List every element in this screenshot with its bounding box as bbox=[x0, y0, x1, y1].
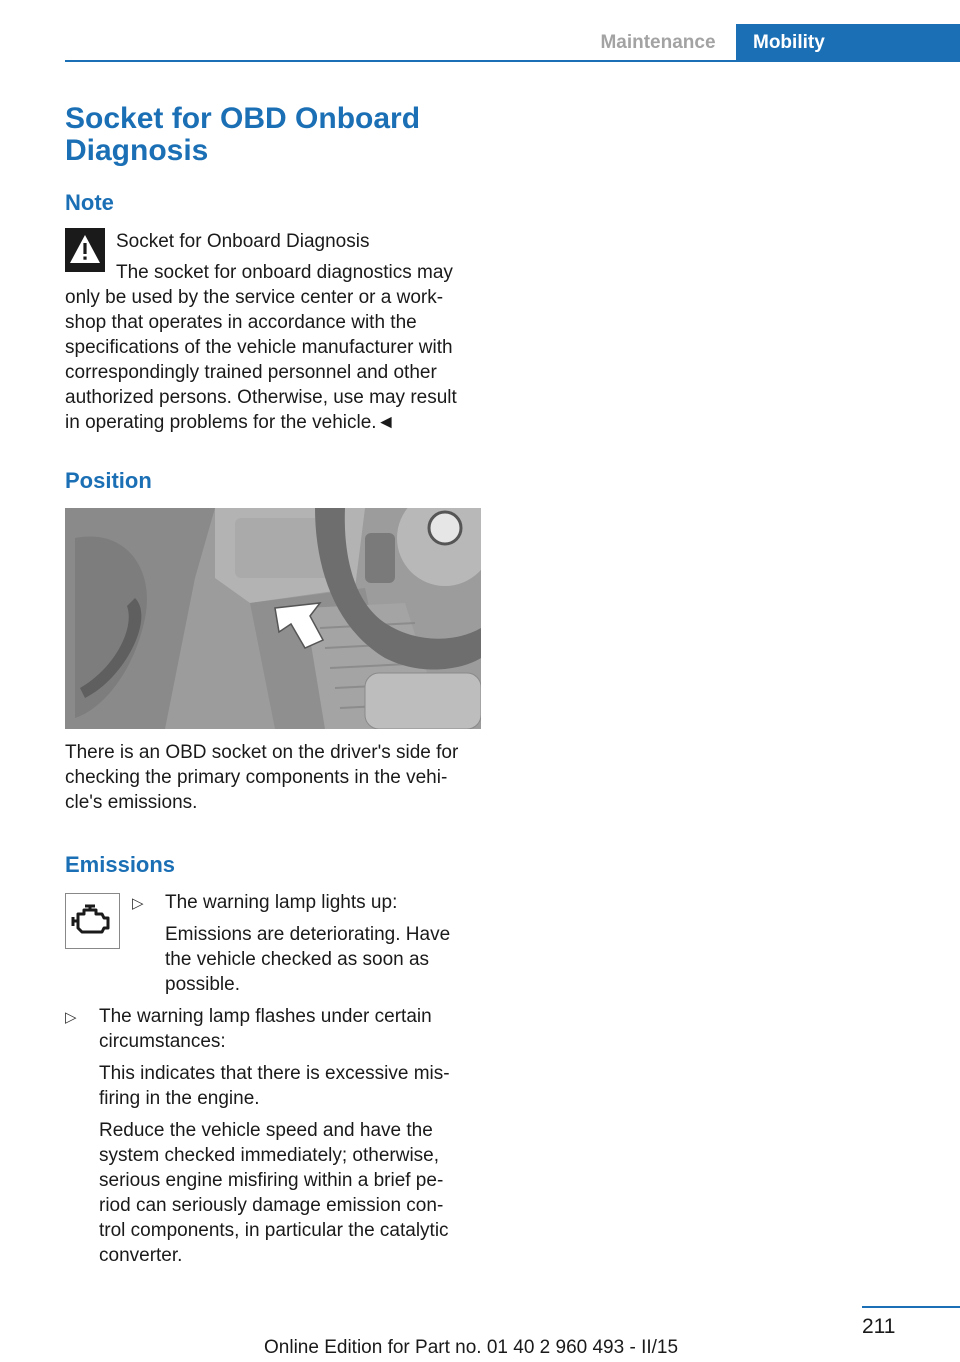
position-line: checking the primary components in the vehi- bbox=[65, 767, 448, 788]
emission-item-1-line: Emissions are deteriorating. Have bbox=[165, 924, 451, 945]
position-line: cle's emissions. bbox=[65, 792, 198, 813]
emission-item-2-detail-2 bbox=[99, 1118, 449, 1268]
position-line: There is an OBD socket on the driver's side for bbox=[65, 742, 459, 763]
list-bullet-icon: ▷ bbox=[65, 1009, 77, 1026]
emissions-heading: Emissions bbox=[65, 852, 176, 877]
note-line: shop that operates in accordance with the bbox=[65, 312, 417, 333]
emission-item-1-line: possible. bbox=[165, 974, 240, 995]
page-title: Socket for OBD Onboard Diagnosis bbox=[65, 102, 421, 167]
emission-item-2-line: serious engine misfiring within a brief pe- bbox=[99, 1170, 444, 1191]
emission-item-1-lead: The warning lamp lights up: bbox=[165, 892, 398, 913]
emission-item-1-line: the vehicle checked as soon as bbox=[165, 949, 430, 970]
note-line: correspondingly trained personnel and other bbox=[65, 362, 437, 383]
note-line: in operating problems for the vehicle.◄ bbox=[65, 412, 396, 433]
emission-item-2-line: The warning lamp flashes under certain bbox=[99, 1006, 432, 1027]
emission-item-1-detail bbox=[165, 922, 450, 997]
page-number: 211 bbox=[862, 1315, 896, 1338]
header-tab-mobility[interactable]: Mobility bbox=[736, 24, 960, 61]
emission-item-2-line: circumstances: bbox=[99, 1031, 226, 1052]
list-bullet-icon: ▷ bbox=[132, 895, 144, 912]
emission-item-2-lead bbox=[99, 1004, 432, 1054]
note-line: The socket for onboard diagnostics may bbox=[116, 262, 453, 283]
header-rule bbox=[65, 60, 960, 62]
emission-item-2-line: Reduce the vehicle speed and have the bbox=[99, 1120, 433, 1141]
emission-item-2-detail-1 bbox=[99, 1061, 450, 1111]
emission-item-2-line: riod can seriously damage emission con- bbox=[99, 1195, 444, 1216]
note-paragraph bbox=[65, 260, 485, 435]
emission-item-2-line: This indicates that there is excessive mis- bbox=[99, 1063, 450, 1084]
note-heading: Note bbox=[65, 190, 114, 215]
note-line: only be used by the service center or a work- bbox=[65, 287, 444, 308]
header-tab-maintenance[interactable]: Maintenance bbox=[600, 31, 716, 53]
footer-rule bbox=[862, 1306, 960, 1308]
position-heading: Position bbox=[65, 468, 152, 493]
position-text bbox=[65, 740, 485, 815]
emission-item-2-line: trol components, in particular the catalytic bbox=[99, 1220, 449, 1241]
note-first-line: Socket for Onboard Diagnosis bbox=[116, 231, 370, 252]
obd-socket-location-photo bbox=[65, 508, 481, 729]
emission-item-2-line: system checked immediately; otherwise, bbox=[99, 1145, 440, 1166]
footer-edition: Online Edition for Part no. 01 40 2 960 493 - II/15 bbox=[264, 1337, 679, 1358]
engine-warning-lamp-icon bbox=[65, 893, 120, 949]
note-line: authorized persons. Otherwise, use may result bbox=[65, 387, 457, 408]
emission-item-2-line: firing in the engine. bbox=[99, 1088, 260, 1109]
note-line: specifications of the vehicle manufacturer with bbox=[65, 337, 453, 358]
emission-item-2-line: converter. bbox=[99, 1245, 183, 1266]
